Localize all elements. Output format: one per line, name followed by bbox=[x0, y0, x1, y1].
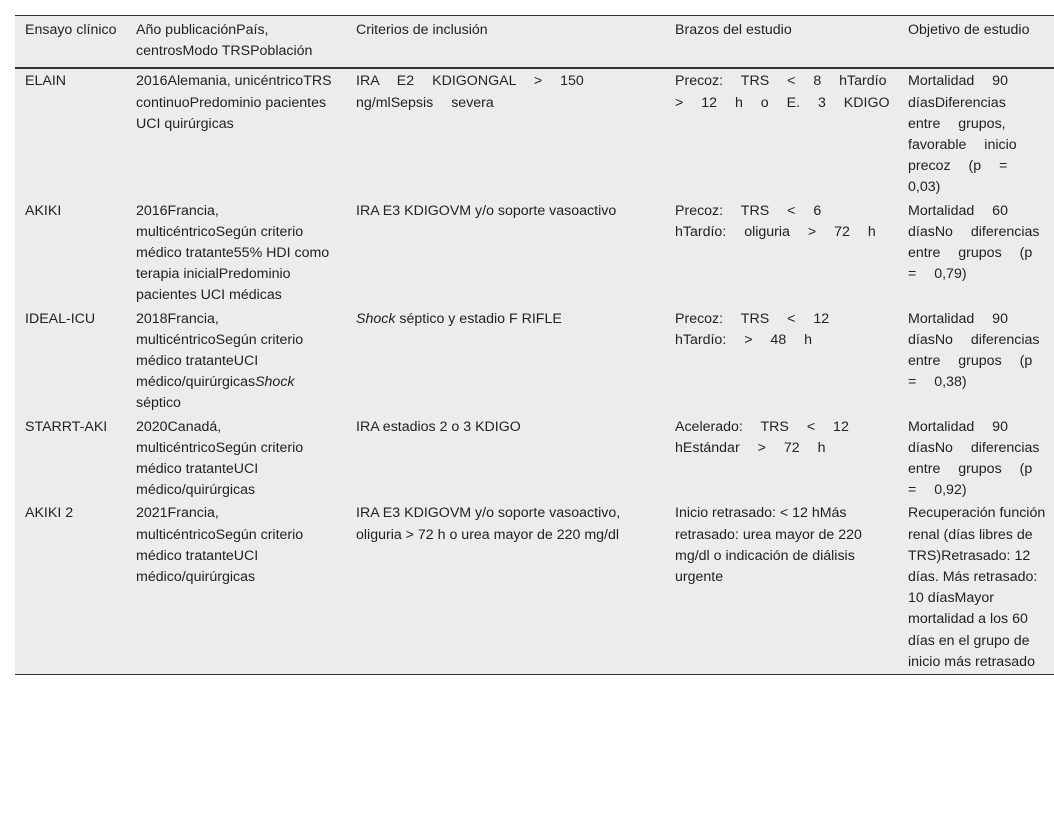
cell-objective: Mortalidad 90 díasNo diferencias entre grupos (p = 0,38) bbox=[908, 310, 1040, 391]
table-row bbox=[15, 415, 1054, 502]
cell-arms: Precoz: TRS < 8 hTardío > 12 h o E. 3 KDIGO bbox=[675, 73, 890, 111]
cell-trial: STARRT-AKI bbox=[25, 418, 108, 435]
cell-criteria: IRA estadios 2 o 3 KDIGO bbox=[356, 418, 521, 435]
cell-info: 2016Alemania, unicéntricoTRS continuoPredominio pacientes UCI quirúrgicas bbox=[136, 73, 332, 132]
cell-trial: ELAIN bbox=[25, 73, 67, 90]
cell-criteria-text: séptico y estadio F RIFLE bbox=[395, 310, 562, 327]
cell-arms: Acelerado: TRS < 12 hEstándar > 72 h bbox=[675, 418, 849, 456]
cell-criteria: IRA E3 KDIGOVM y/o soporte vasoactivo, oliguria > 72 h o urea mayor de 220 mg/dl bbox=[346, 501, 665, 674]
cell-criteria: IRA E3 KDIGOVM y/o soporte vasoactivo bbox=[356, 202, 617, 219]
header-criteria: Criterios de inclusión bbox=[346, 16, 665, 69]
header-row bbox=[15, 16, 1054, 69]
header-trial: Ensayo clínico bbox=[15, 16, 126, 69]
cell-objective: Mortalidad 90 díasNo diferencias entre grupos (p = 0,92) bbox=[908, 418, 1040, 499]
trials-table-container bbox=[15, 15, 1054, 675]
cell-criteria-italic: Shock bbox=[356, 310, 396, 327]
table-header bbox=[15, 16, 1054, 69]
cell-info-text: 2018Francia, multicéntricoSegún criterio médico tratanteUCI médico/quirúrgicas bbox=[136, 310, 304, 391]
cell-arms: Precoz: TRS < 12 hTardío: > 48 h bbox=[675, 310, 830, 348]
cell-arms: Precoz: TRS < 6 hTardío: oliguria > 72 h bbox=[675, 202, 876, 240]
cell-objective: Mortalidad 60 díasNo diferencias entre grupos (p = 0,79) bbox=[908, 202, 1040, 283]
cell-info bbox=[126, 307, 346, 415]
cell-criteria: IRA E2 KDIGONGAL > 150 ng/mlSepsis severa bbox=[356, 73, 584, 111]
cell-trial: AKIKI 2 bbox=[15, 501, 126, 674]
cell-trial: IDEAL-ICU bbox=[25, 310, 96, 327]
cell-info: 2021Francia, multicéntricoSegún criterio médico tratanteUCI médico/quirúrgicas bbox=[126, 501, 346, 674]
cell-arms: Inicio retrasado: < 12 hMás retrasado: urea mayor de 220 mg/dl o indicación de diálisis urgente bbox=[665, 501, 898, 674]
header-objective: Objetivo de estudio bbox=[898, 16, 1054, 69]
cell-trial: AKIKI bbox=[25, 202, 62, 219]
cell-info-text-end: séptico bbox=[136, 395, 181, 412]
table-row bbox=[15, 307, 1054, 415]
table-row bbox=[15, 501, 1054, 674]
table-row bbox=[15, 199, 1054, 307]
cell-info: 2020Canadá, multicéntricoSegún criterio médico tratanteUCI médico/quirúrgicas bbox=[136, 418, 304, 499]
cell-info: 2016Francia, multicéntricoSegún criterio médico tratante55% HDI como terapia inicialPredominio pacientes UCI médicas bbox=[136, 202, 330, 304]
table-body bbox=[15, 68, 1054, 674]
cell-objective: Mortalidad 90 díasDiferencias entre grupos, favorable inicio precoz (p = 0,03) bbox=[908, 73, 1017, 196]
table-row bbox=[15, 68, 1054, 198]
trials-table bbox=[15, 15, 1054, 675]
header-info: Año publicaciónPaís, centrosModo TRSPoblación bbox=[126, 16, 346, 69]
cell-objective: Recuperación función renal (días libres de TRS)Retrasado: 12 días. Más retrasado: 10 díasMayor mortalidad a los 60 días en el grupo de inicio más retrasado bbox=[898, 501, 1054, 674]
cell-info-italic: Shock bbox=[255, 374, 295, 391]
cell-criteria bbox=[346, 307, 665, 415]
header-arms: Brazos del estudio bbox=[665, 16, 898, 69]
